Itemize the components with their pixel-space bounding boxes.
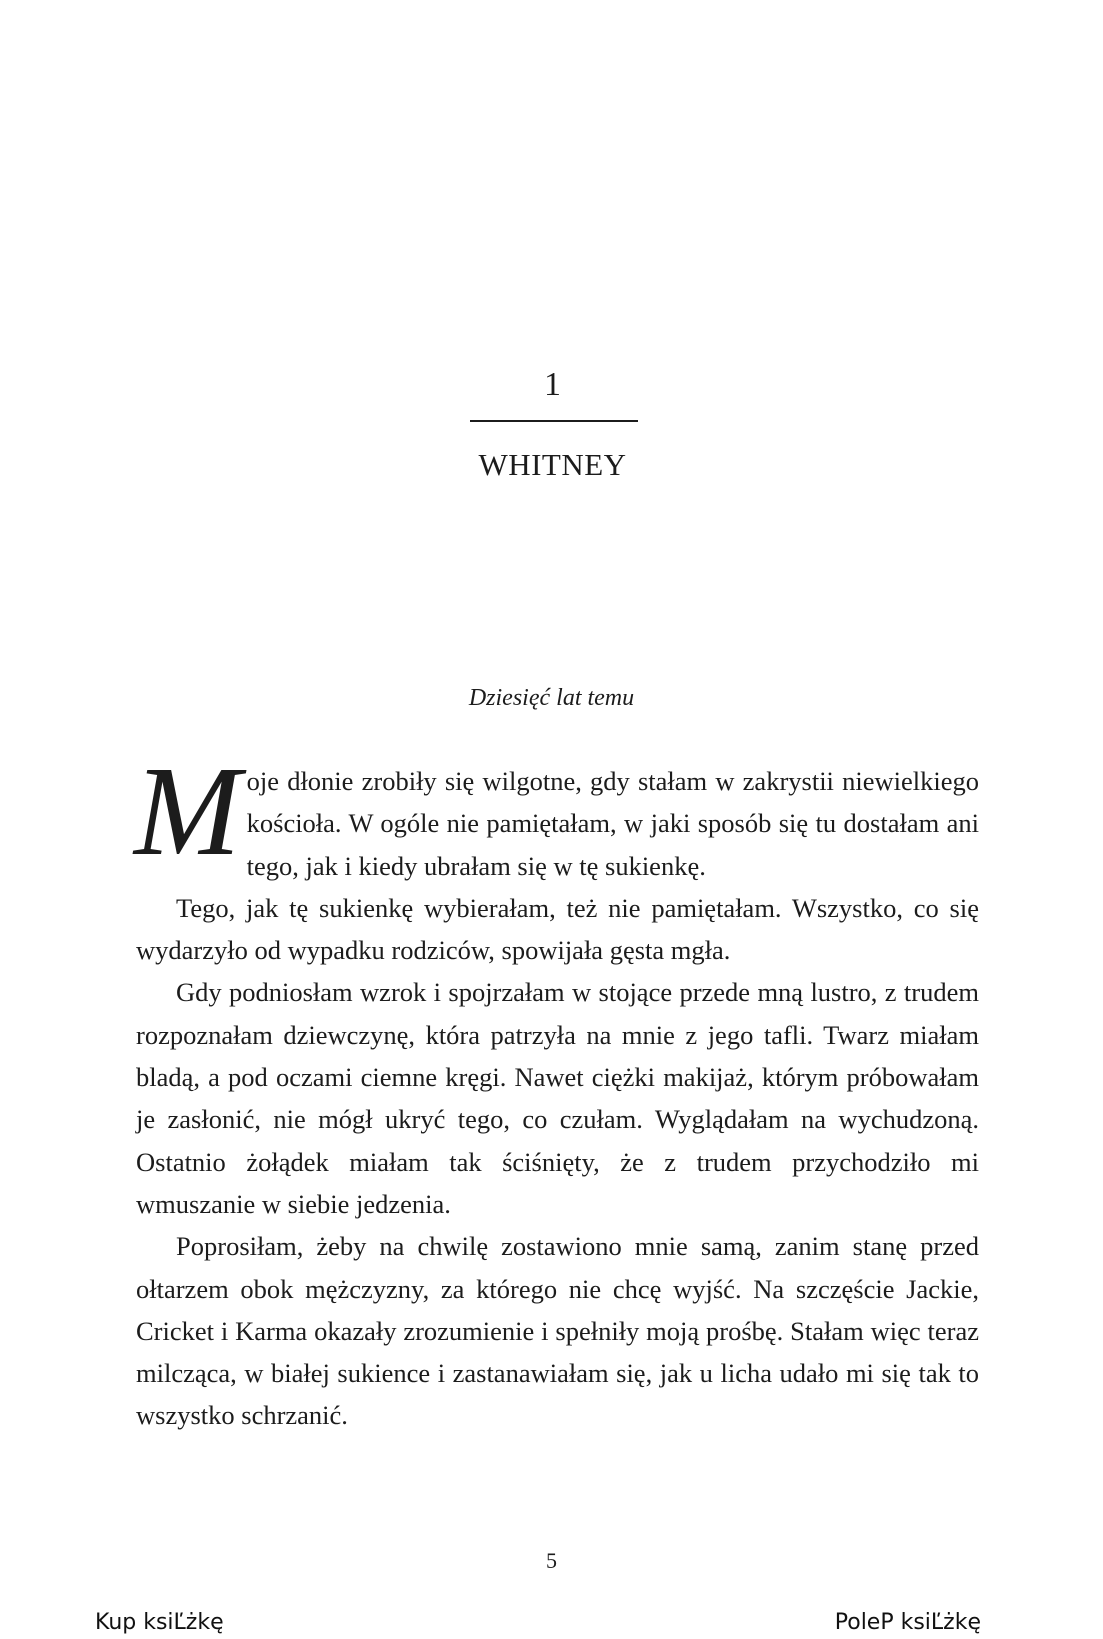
chapter-divider bbox=[470, 420, 638, 422]
paragraph: Tego, jak tę sukienkę wybierałam, też nie pamiętałam. Wszystko, co się wydarzyło od wypadku rodziców, spowijała gęsta mgła. bbox=[136, 892, 979, 966]
paragraph-text: oje dłonie zrobiły się wilgotne, gdy stałam w zakrystii niewielkiego kościoła. W ogóle nie pamiętałam, w jaki sposób się tu dostałam ani tego, jak i kiedy ubrałam się w tę sukienkę. bbox=[246, 766, 979, 881]
body-text bbox=[134, 740, 979, 1437]
paragraph: Poprosiłam, żeby na chwilę zostawiono mnie samą, zanim stanę przed ołtarzem obok mężczyzny, za którego nie chcę wyjść. Na szczęście Jackie, Cricket i Karma okazały zrozumienie i spełniły moją prośbę. Stałam więc teraz milcząca, w białej sukience i zastanawiałam się, jak u licha udało mi się tak to wszystko schrzanić. bbox=[136, 1231, 979, 1431]
chapter-title: WHITNEY bbox=[478, 447, 627, 482]
buy-book-link[interactable]: Kup ksiĽżkę bbox=[95, 1610, 224, 1635]
recommend-book-link[interactable]: PoleP ksiĽżkę bbox=[834, 1610, 981, 1635]
drop-cap: M bbox=[134, 740, 237, 882]
epigraph: Dziesięć lat temu bbox=[468, 685, 635, 711]
paragraph: Gdy podniosłam wzrok i spojrzałam w stojące przede mną lustro, z trudem rozpoznałam dziewczynę, która patrzyła na mnie z jego tafli. Twarz miałam bladą, a pod oczami ciemne kręgi. Nawet ciężki makijaż, którym próbowałam je zasłonić, nie mógł ukryć tego, co czułam. Wyglądałam na wychudzoną. Ostatnio żołądek miałam tak ściśnięty, że z trudem przychodziło mi wmuszanie w siebie jedzenia. bbox=[136, 977, 979, 1219]
paragraph bbox=[134, 740, 979, 887]
page-number: 5 bbox=[546, 1548, 557, 1573]
chapter-number: 1 bbox=[544, 366, 561, 403]
